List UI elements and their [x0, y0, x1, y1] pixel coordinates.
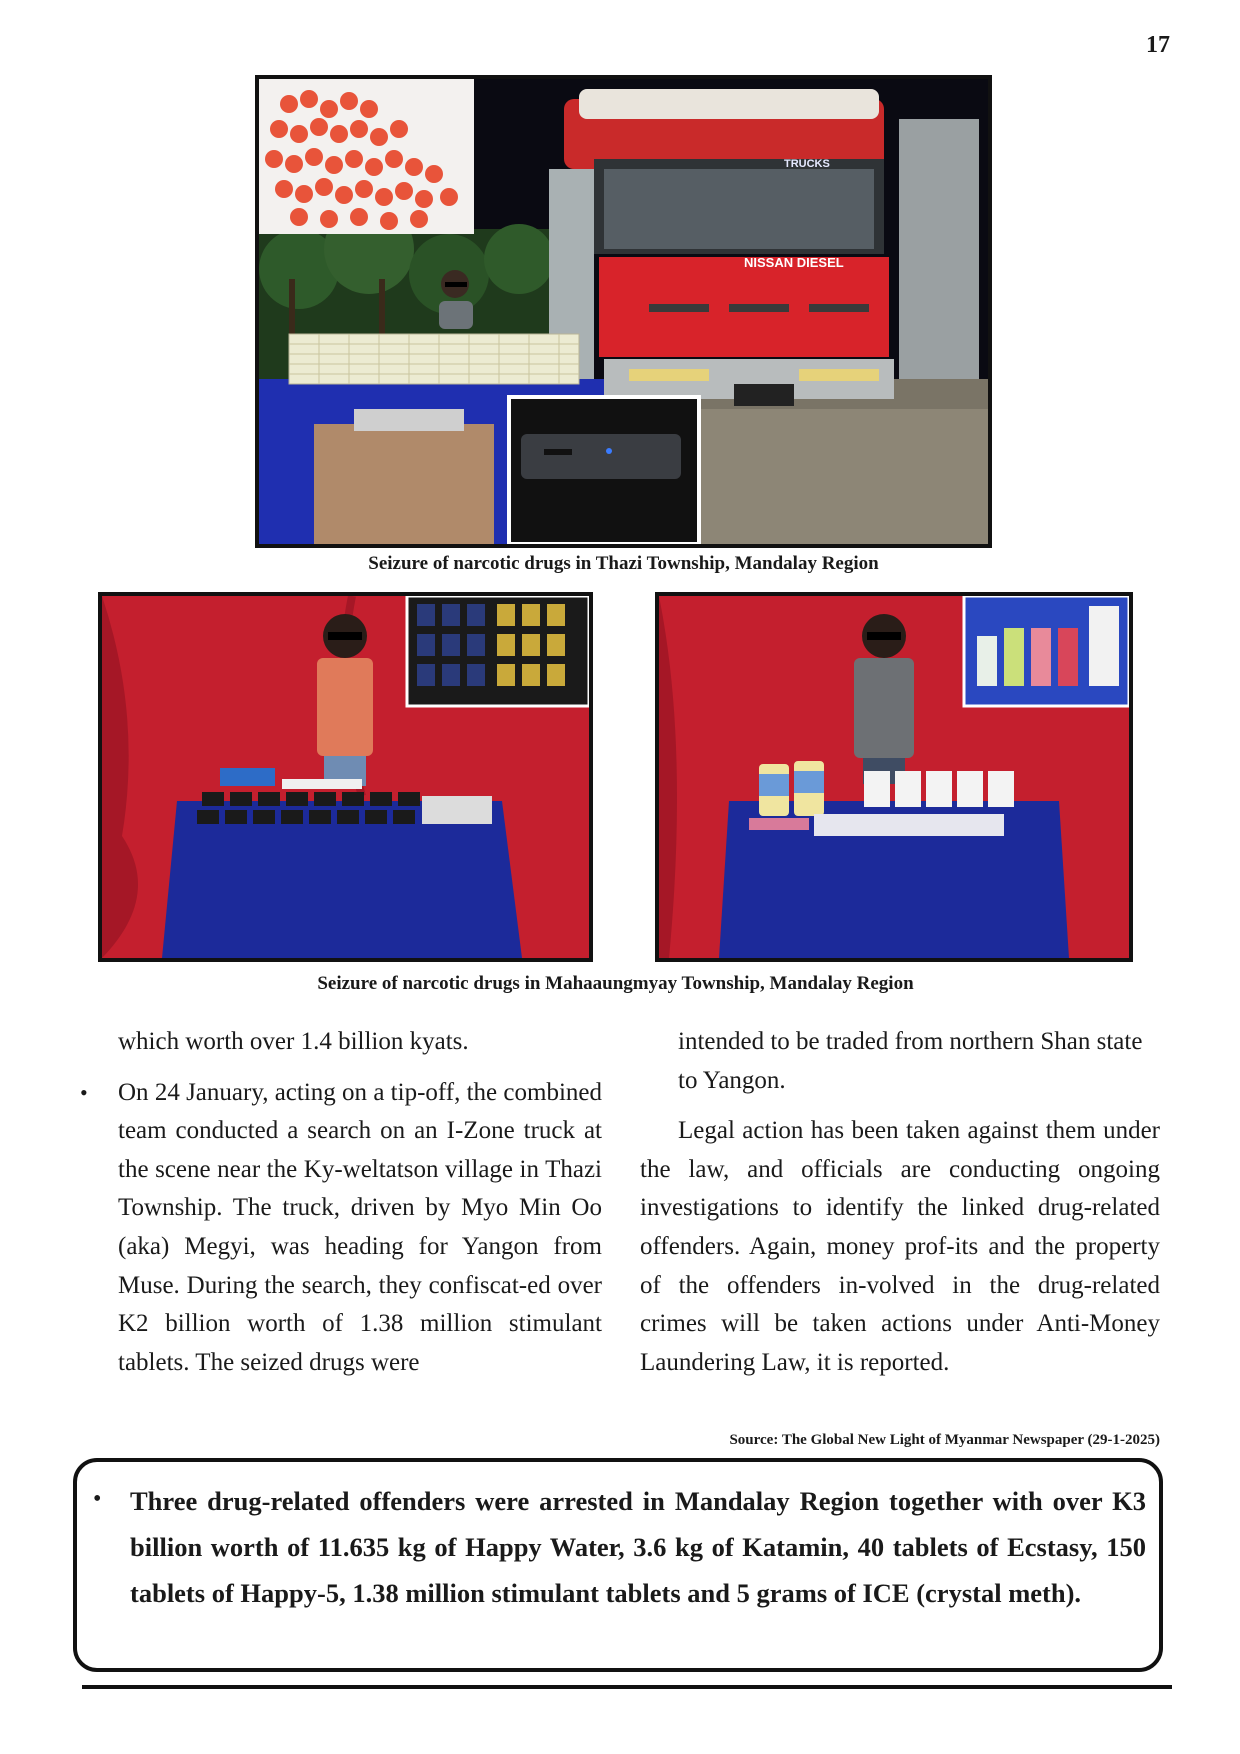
- mahaaungmyay-photo-left: [98, 592, 593, 962]
- truck-banner: TRUCKS: [784, 158, 830, 170]
- mahaaungmyay-caption: Seizure of narcotic drugs in Mahaaungmyay Township, Mandalay Region: [317, 973, 914, 994]
- article-left-column: [80, 1023, 602, 1382]
- source-citation: Source: The Global New Light of Myanmar Newspaper (29-1-2025): [729, 1432, 1160, 1448]
- summary-box: [73, 1458, 1163, 1672]
- article-right-column: [640, 1023, 1160, 1382]
- right-continuation: intended to be traded from northern Shan state to Yangon.: [678, 1028, 1143, 1094]
- left-continuation: which worth over 1.4 billion kyats.: [118, 1028, 469, 1055]
- thazi-caption: Seizure of narcotic drugs in Thazi Township, Mandalay Region: [368, 553, 879, 574]
- left-bullet-paragraph: On 24 January, acting on a tip-off, the combined team conducted a search on an I-Zone truck at the scene near the Ky-weltatson village in Thazi Township. The truck, driven by Myo Min Oo (aka) Megyi, was heading for Yangon from Muse. During the search, they confiscat-ed over K2 billion worth of 1.38 million stimulant tablets. The seized drugs were: [118, 1078, 602, 1376]
- bullet-dot: •: [80, 1079, 88, 1105]
- truck-sign: NISSAN DIESEL: [744, 255, 844, 270]
- mahaaungmyay-photo-right: [655, 592, 1133, 962]
- page-number: 17: [1146, 32, 1170, 58]
- summary-text: Three drug-related offenders were arrested in Mandalay Region together with over K3 billion worth of 11.635 kg of Happy Water, 3.6 kg of Katamin, 40 tablets of Ecstasy, 150 tablets of Happy-5, 1.38 million stimulant tablets and 5 grams of ICE (crystal meth).: [130, 1486, 1146, 1608]
- summary-bullet-dot: •: [93, 1486, 102, 1512]
- footer-rule: [82, 1685, 1172, 1689]
- right-paragraph: Legal action has been taken against them under the law, and officials are conducting ongoing investigations to identify the linked drug-related offenders. Again, money prof-its and the property of the offenders in-volved in the drug-related crimes will be taken actions under Anti-Money Laundering Law, it is reported.: [640, 1117, 1160, 1376]
- thazi-seizure-photo: [255, 75, 992, 548]
